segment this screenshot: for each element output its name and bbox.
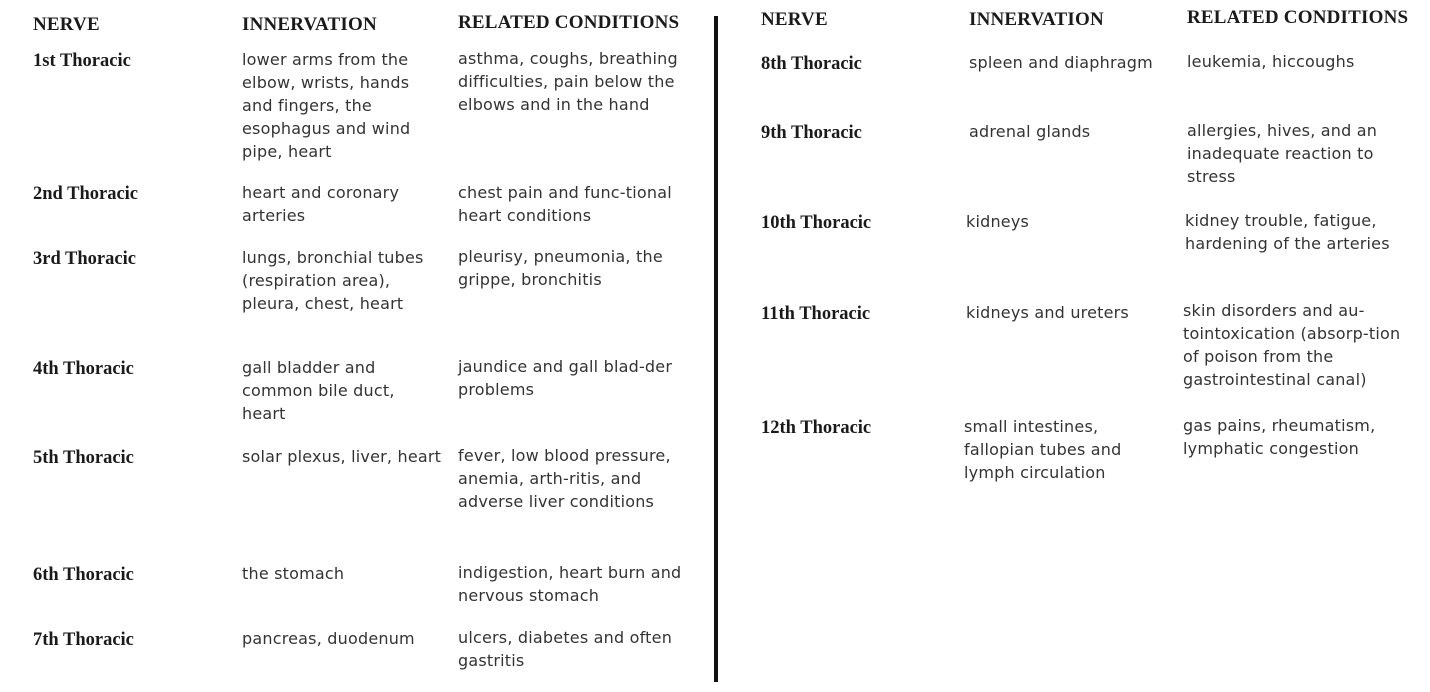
nerve-label: 11th Thoracic: [761, 304, 871, 324]
nerve-label: 8th Thoracic: [761, 54, 862, 74]
header-innervation: INNERVATION: [242, 14, 377, 35]
nerve-label: 1st Thoracic: [33, 51, 131, 71]
condition-text: jaundice and gall blad-der problems: [458, 357, 673, 399]
condition-text: chest pain and func-tional heart conditions: [458, 183, 672, 225]
condition-text: kidney trouble, fatigue, hardening of the arteries: [1185, 211, 1390, 253]
right-table: [722, 0, 1430, 692]
innervation-text: lower arms from the elbow, wrists, hands and fingers, the esophagus and wind pipe, heart: [242, 50, 411, 161]
condition-text: indigestion, heart burn and nervous stomach: [458, 563, 682, 605]
condition-text: skin disorders and au-tointoxication (absorp-tion of poison from the gastrointestinal canal): [1183, 301, 1401, 389]
condition-text: leukemia, hiccoughs: [1187, 52, 1355, 71]
condition-text: pleurisy, pneumonia, the grippe, bronchitis: [458, 247, 663, 289]
condition-text: gas pains, rheumatism, lymphatic congestion: [1183, 416, 1376, 458]
innervation-text: heart and coronary arteries: [242, 183, 400, 225]
condition-text: ulcers, diabetes and often gastritis: [458, 628, 673, 670]
column-divider: [714, 16, 718, 682]
nerve-label: 7th Thoracic: [33, 630, 134, 650]
innervation-text: kidneys: [966, 212, 1030, 231]
innervation-text: spleen and diaphragm: [969, 53, 1153, 72]
innervation-text: the stomach: [242, 564, 345, 583]
header-nerve: NERVE: [761, 9, 828, 30]
innervation-text: gall bladder and common bile duct, heart: [242, 358, 395, 423]
innervation-text: adrenal glands: [969, 122, 1091, 141]
left-table: [0, 0, 712, 692]
innervation-text: lungs, bronchial tubes (respiration area), pleura, chest, heart: [242, 248, 424, 313]
nerve-label: 5th Thoracic: [33, 448, 134, 468]
nerve-label: 6th Thoracic: [33, 565, 134, 585]
header-innervation: INNERVATION: [969, 9, 1104, 30]
innervation-text: small intestines, fallopian tubes and lymph circulation: [964, 417, 1122, 482]
nerve-label: 3rd Thoracic: [33, 249, 136, 269]
header-nerve: NERVE: [33, 14, 100, 35]
innervation-text: solar plexus, liver, heart: [242, 447, 442, 466]
header-related-conditions: RELATED CONDITIONS: [458, 12, 680, 33]
innervation-text: kidneys and ureters: [966, 303, 1129, 322]
nerve-label: 2nd Thoracic: [33, 184, 139, 204]
nerve-label: 10th Thoracic: [761, 213, 872, 233]
nerve-label: 4th Thoracic: [33, 359, 134, 379]
condition-text: asthma, coughs, breathing difficulties, pain below the elbows and in the hand: [458, 49, 678, 114]
innervation-text: pancreas, duodenum: [242, 629, 415, 648]
condition-text: allergies, hives, and an inadequate reaction to stress: [1187, 121, 1378, 186]
header-related-conditions: RELATED CONDITIONS: [1187, 7, 1409, 28]
nerve-label: 12th Thoracic: [761, 418, 872, 438]
condition-text: fever, low blood pressure, anemia, arth-ritis, and adverse liver conditions: [458, 446, 671, 511]
nerve-label: 9th Thoracic: [761, 123, 862, 143]
